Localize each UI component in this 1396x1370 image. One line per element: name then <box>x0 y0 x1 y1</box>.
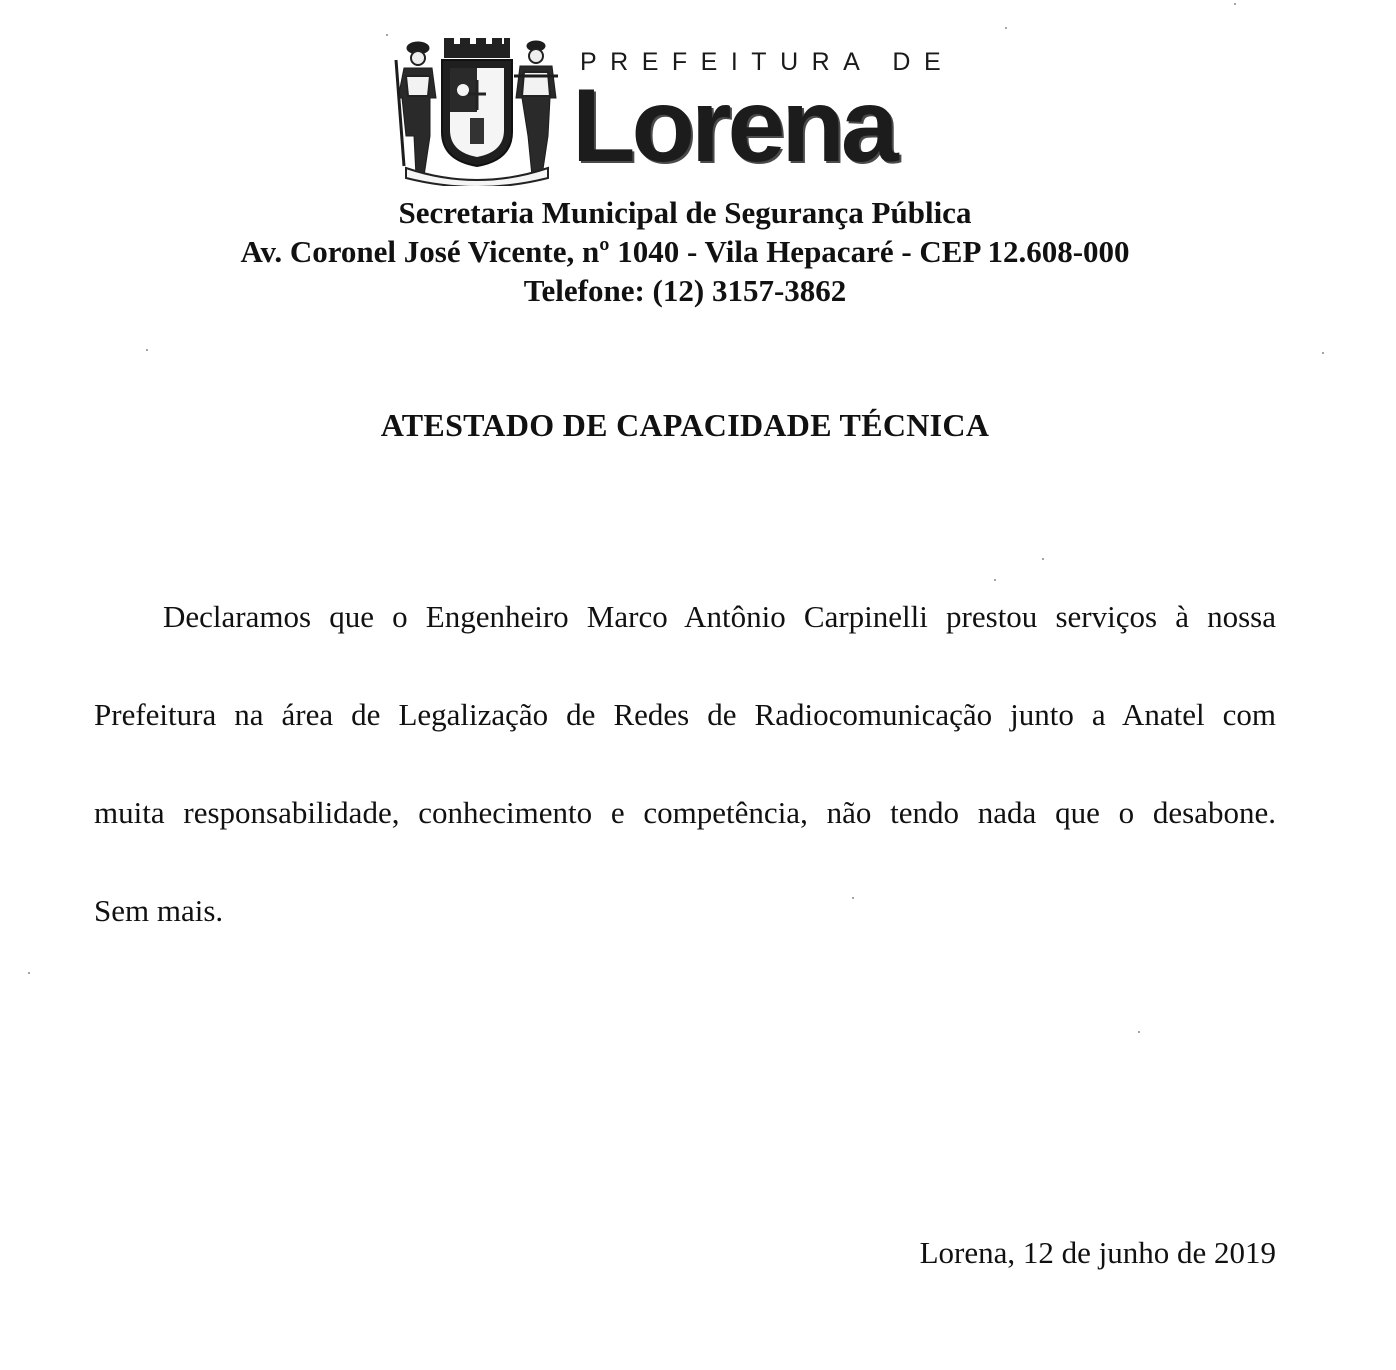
scan-speck <box>386 34 388 36</box>
body-line-4: Sem mais. <box>94 893 224 928</box>
scan-speck <box>28 972 30 974</box>
coat-of-arms-icon <box>392 36 562 186</box>
department-phone: Telefone: (12) 3157-3862 <box>523 273 847 308</box>
scan-speck <box>146 349 148 351</box>
logo-name-text: Lorena <box>572 68 895 184</box>
scan-speck <box>1042 558 1044 560</box>
logo-prefix-text: PREFEITURA DE <box>580 48 955 76</box>
scan-speck <box>1005 27 1007 29</box>
letterhead-address-block <box>0 193 1370 310</box>
place-date: Lorena, 12 de junho de 2019 <box>919 1235 1276 1270</box>
body-line-3: muita responsabilidade, conhecimento e competência, não tendo nada que o desabone. <box>94 795 1276 830</box>
letterhead-logo <box>392 36 972 188</box>
department-address: Av. Coronel José Vicente, nº 1040 - Vila Hepacaré - CEP 12.608-000 <box>240 234 1130 269</box>
scan-speck <box>852 897 854 899</box>
body-line-2: Prefeitura na área de Legalização de Redes de Radiocomunicação junto a Anatel com <box>94 697 1276 732</box>
scan-speck <box>1234 3 1236 5</box>
document-title: ATESTADO DE CAPACIDADE TÉCNICA <box>380 407 990 443</box>
scan-speck <box>994 579 996 581</box>
body-line-1: Declaramos que o Engenheiro Marco Antônio Carpinelli prestou serviços à nossa <box>163 599 1276 634</box>
department-name: Secretaria Municipal de Segurança Pública <box>398 195 972 230</box>
scan-speck <box>1138 1031 1140 1033</box>
scan-speck <box>1322 352 1324 354</box>
